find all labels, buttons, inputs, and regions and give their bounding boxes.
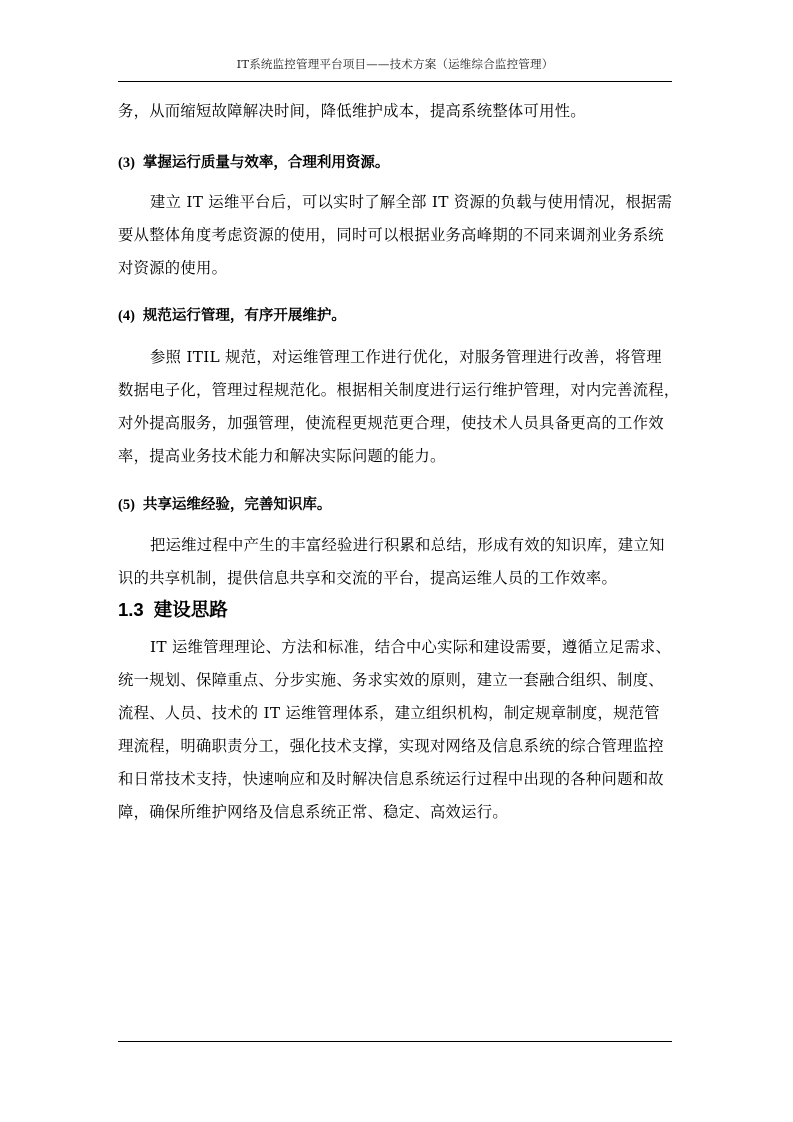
item-title: 共享运维经验，完善知识库。 <box>142 497 332 513</box>
section-title: 建设思路 <box>153 599 228 620</box>
item-title: 规范运行管理，有序开展维护。 <box>142 308 346 324</box>
paragraph-line: 对资源的使用。 <box>118 259 228 277</box>
paragraph-line: 率，提高业务技术能力和解决实际问题的能力。 <box>118 447 446 465</box>
paragraph-line: 数据电子化，管理过程规范化。根据相关制度进行运行维护管理，对内完善流程， <box>118 381 680 399</box>
section-number: 1.3 <box>118 599 144 620</box>
paragraph-line: 理流程，明确职责分工，强化技术支撑，实现对网络及信息系统的综合管理监控 <box>118 737 664 755</box>
paragraph-line: IT 运维管理理论、方法和标准，结合中心实际和建设需要，遵循立足需求、 <box>150 638 672 656</box>
header-rule <box>118 81 672 82</box>
section-heading <box>118 598 228 622</box>
paragraph-line: 统一规划、保障重点、分步实施、务求实效的原则，建立一套融合组织、制度、 <box>118 671 664 689</box>
item-title: 掌握运行质量与效率，合理利用资源。 <box>142 155 390 171</box>
footer-rule <box>118 1041 672 1042</box>
paragraph-line: 和日常技术支持，快速响应和及时解决信息系统运行过程中出现的各种问题和故 <box>118 770 664 788</box>
paragraph-line: 障，确保所维护网络及信息系统正常、稳定、高效运行。 <box>118 803 508 821</box>
item-number: (3) <box>118 155 135 171</box>
paragraph-line: 把运维过程中产生的丰富经验进行积累和总结，形成有效的知识库，建立知 <box>150 536 665 554</box>
paragraph-line: 参照 ITIL 规范，对运维管理工作进行优化，对服务管理进行改善，将管理 <box>150 348 662 366</box>
paragraph-line: 识的共享机制，提供信息共享和交流的平台，提高运维人员的工作效率。 <box>118 569 618 587</box>
item-heading-4 <box>118 306 346 326</box>
paragraph-line: 建立 IT 运维平台后，可以实时了解全部 IT 资源的负载与使用情况，根据需 <box>150 193 673 211</box>
paragraph-line: 要从整体角度考虑资源的使用，同时可以根据业务高峰期的不同来调剂业务系统 <box>118 226 664 244</box>
item-heading-5 <box>118 495 331 515</box>
intro-line: 务，从而缩短故障解决时间，降低维护成本，提高系统整体可用性。 <box>118 102 586 120</box>
paragraph-line: 流程、人员、技术的 IT 运维管理体系，建立组织机构，制定规章制度，规范管 <box>118 704 660 722</box>
paragraph-line: 对外提高服务，加强管理，使流程更规范更合理，使技术人员具备更高的工作效 <box>118 414 664 432</box>
item-number: (4) <box>118 308 135 324</box>
item-heading-3 <box>118 153 389 173</box>
header-title: IT系统监控管理平台项目——技术方案（运维综合监控管理） <box>236 57 554 71</box>
item-number: (5) <box>118 497 135 513</box>
